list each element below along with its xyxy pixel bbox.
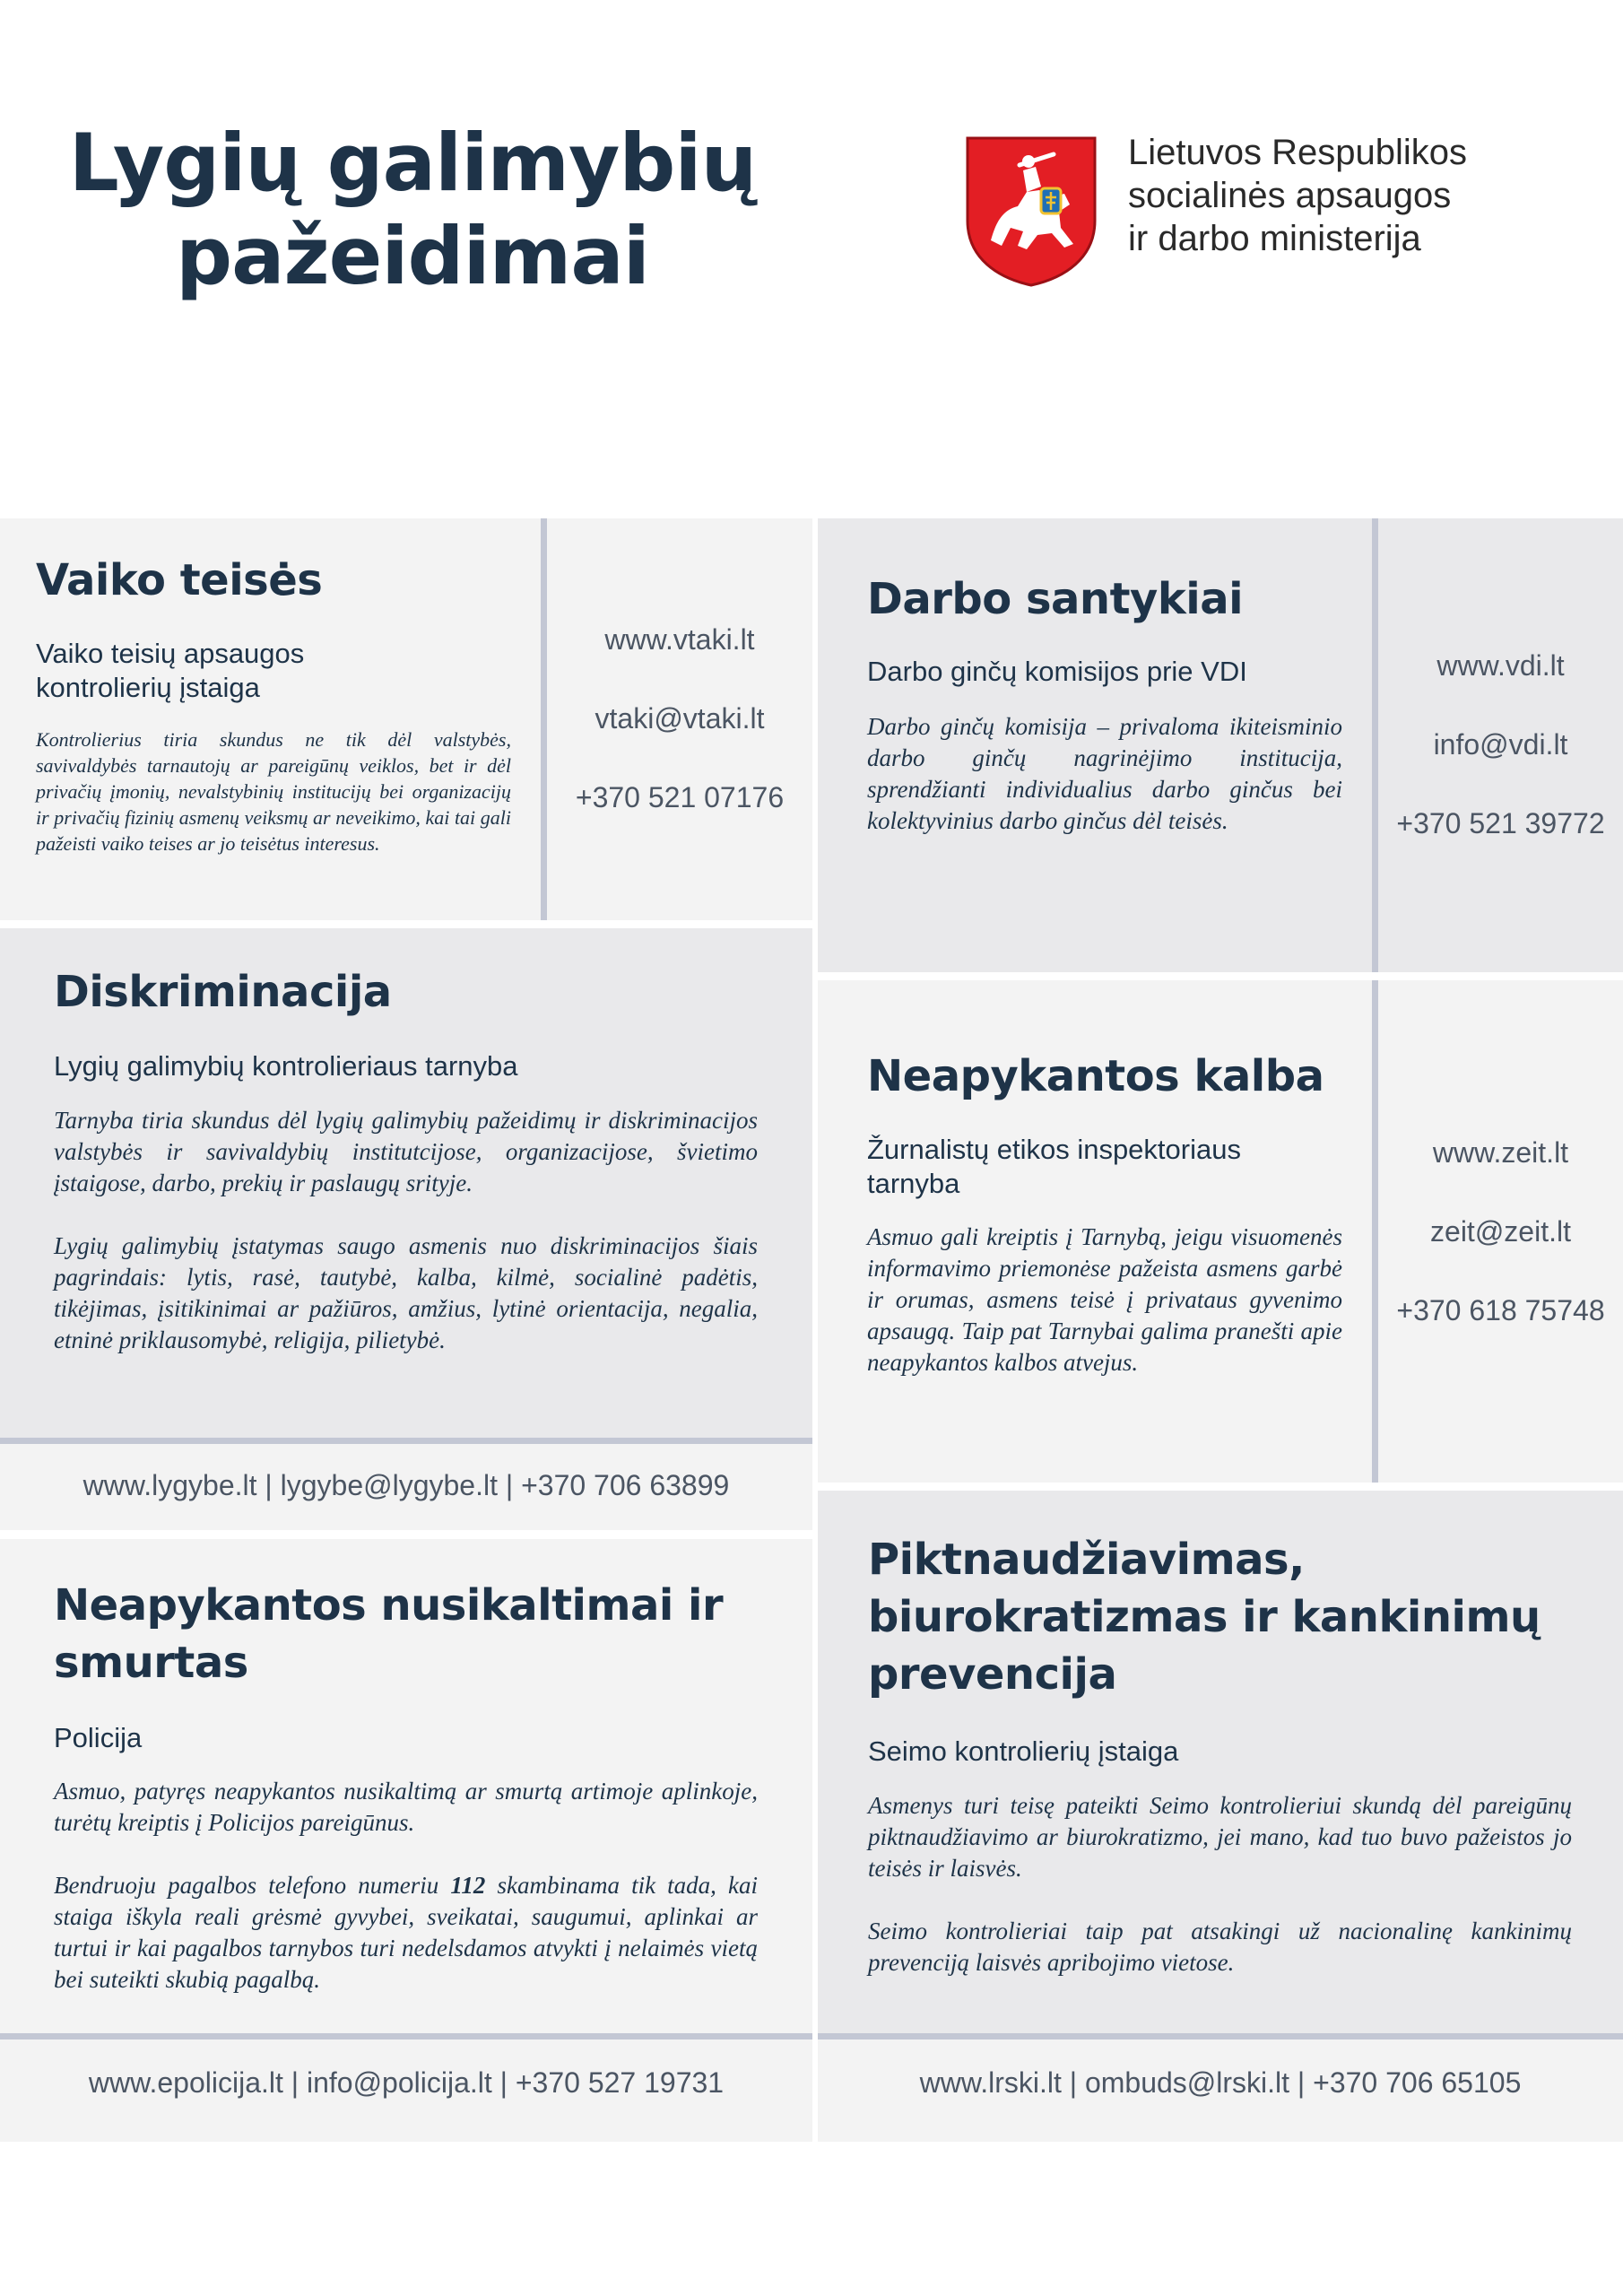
piktnaudziavimas-footer-divider [818, 2033, 1623, 2039]
page-title [54, 117, 771, 303]
nusikaltimai-paragraph-2-start: Bendruoju pagalbos telefono numeriu [54, 1872, 451, 1899]
nusikaltimai-paragraph-2-end: skambinama tik tada, kai staiga iškyla reali grėsmė gyvybei, sveikatai, saugumui, aplinkai ar turtui ir kai pagalbos tarnybos turi nedelsdamos atvykti į nelaimės vietą bei suteikti skubią pagalbą. [54, 1872, 758, 1993]
vaiko-heading: Vaiko teisės [36, 555, 323, 605]
vaiko-contacts [547, 622, 812, 858]
neapykantos-kalba-website-link[interactable]: www.zeit.lt [1432, 1136, 1569, 1169]
piktnaudziavimas-heading: Piktnaudžiavimas, biurokratizmas ir kankinimų prevencija [868, 1535, 1541, 1700]
vaiko-divider [541, 518, 547, 920]
diskriminacija-heading: Diskriminacija [54, 967, 392, 1017]
neapykantos-kalba-divider [1372, 980, 1378, 1483]
piktnaudziavimas-description [868, 1790, 1572, 1979]
page-title-line2: pažeidimai [176, 210, 649, 302]
emergency-number: 112 [450, 1872, 486, 1899]
neapykantos-kalba-contacts [1378, 1135, 1623, 1371]
darbo-email-link[interactable]: info@vdi.lt [1433, 728, 1568, 761]
piktnaudziavimas-paragraph-1: Asmenys turi teisę pateikti Seimo kontrolieriui skundą dėl pareigūnų piktnaudžiavimo ar biurokratizmo, jei mano, kad tuo buvo pažeistos jo teisės ir laisvės. [868, 1792, 1572, 1882]
nusikaltimai-subtitle: Policija [54, 1722, 143, 1753]
darbo-phone: +370 521 39772 [1396, 807, 1605, 839]
diskriminacija-paragraph-2: Lygių galimybių įstatymas saugo asmenis nuo diskriminacijos šiais pagrindais: lytis, rasė, tautybė, kalba, kilmė, socialinė padėtis, tikėjimas, įsitikinimai ar pažiūros, amžius, lytinė orientacija, negalia, etninė priklausomybė, religija, pilietybė. [54, 1232, 758, 1353]
darbo-contacts [1378, 648, 1623, 884]
neapykantos-kalba-description: Asmuo gali kreiptis į Tarnybą, jeigu visuomenės informavimo priemonėse pažeista asmens garbė ir orumas, asmens teisė į privataus gyvenimo apsaugą. Taip pat Tarnybai galima pranešti apie neapykantos kalbos atvejus. [867, 1223, 1342, 1376]
diskriminacija-contacts[interactable]: www.lygybe.lt | lygybe@lygybe.lt | +370 706 63899 [82, 1469, 730, 1501]
neapykantos-kalba-phone: +370 618 75748 [1396, 1294, 1605, 1326]
vaiko-website-link[interactable]: www.vtaki.lt [604, 623, 755, 656]
vaiko-subtitle: Vaiko teisių apsaugos kontrolierių įstaiga [36, 638, 305, 703]
darbo-description: Darbo ginčų komisija – privaloma ikiteisminio darbo ginčų nagrinėjimo institucija, sprendžianti individualius darbo ginčus bei kolektyvinius darbo ginčus dėl teisės. [867, 713, 1342, 834]
ministry-line-3: ir darbo ministerija [1128, 219, 1421, 258]
coat-of-arms-icon [964, 135, 1098, 289]
vaiko-description: Kontrolierius tiria skundus ne tik dėl valstybės, savivaldybės tarnautojų ar pareigūnų veiklos, bet ir dėl privačių įmonių, nevalstybinių institucijų bei organizacijų ir privačių fizinių asmenų veiksmų ar neveikimo, kai tai gali pažeisti vaiko teises ar jo teisėtus interesus. [36, 728, 511, 855]
diskriminacija-description [54, 1105, 758, 1356]
ministry-line-2: socialinės apsaugos [1128, 176, 1452, 215]
nusikaltimai-footer-divider [0, 2033, 812, 2039]
nusikaltimai-heading: Neapykantos nusikaltimai ir smurtas [54, 1580, 724, 1688]
vaiko-email-link[interactable]: vtaki@vtaki.lt [595, 702, 765, 735]
neapykantos-kalba-email-link[interactable]: zeit@zeit.lt [1430, 1215, 1571, 1248]
nusikaltimai-paragraph-1: Asmuo, patyręs neapykantos nusikaltimą ar smurtą artimoje aplinkoje, turėtų kreiptis į Policijos pareigūnus. [54, 1778, 758, 1836]
diskriminacija-subtitle: Lygių galimybių kontrolieriaus tarnyba [54, 1050, 518, 1082]
diskriminacija-paragraph-1: Tarnyba tiria skundus dėl lygių galimybių pažeidimų ir diskriminacijos valstybės ir savivaldybių institutcijose, organizacijose, švietimo įstaigose, darbo, prekių ir paslaugų srityje. [54, 1107, 758, 1196]
ministry-line-1: Lietuvos Respublikos [1128, 133, 1467, 172]
darbo-subtitle: Darbo ginčų komisijos prie VDI [867, 656, 1247, 687]
piktnaudziavimas-paragraph-2: Seimo kontrolieriai taip pat atsakingi už nacionalinę kankinimų prevenciją laisvės apribojimo vietose. [868, 1918, 1572, 1976]
darbo-heading: Darbo santykiai [867, 574, 1244, 624]
nusikaltimai-paragraph-2 [54, 1870, 758, 1996]
ministry-name [1128, 131, 1594, 260]
piktnaudziavimas-subtitle: Seimo kontrolierių įstaiga [868, 1735, 1179, 1767]
neapykantos-kalba-subtitle: Žurnalistų etikos inspektoriaus tarnyba [867, 1134, 1241, 1199]
darbo-divider [1372, 518, 1378, 972]
vaiko-phone: +370 521 07176 [575, 781, 785, 813]
nusikaltimai-contacts[interactable]: www.epolicija.lt | info@policija.lt | +370 527 19731 [88, 2066, 725, 2099]
neapykantos-kalba-heading: Neapykantos kalba [867, 1051, 1324, 1101]
diskriminacija-footer-divider [0, 1438, 812, 1444]
page-title-line1: Lygių galimybių [68, 117, 757, 209]
darbo-website-link[interactable]: www.vdi.lt [1436, 649, 1565, 682]
nusikaltimai-description [54, 1776, 758, 1996]
piktnaudziavimas-contacts[interactable]: www.lrski.lt | ombuds@lrski.lt | +370 706 65105 [919, 2066, 1522, 2099]
